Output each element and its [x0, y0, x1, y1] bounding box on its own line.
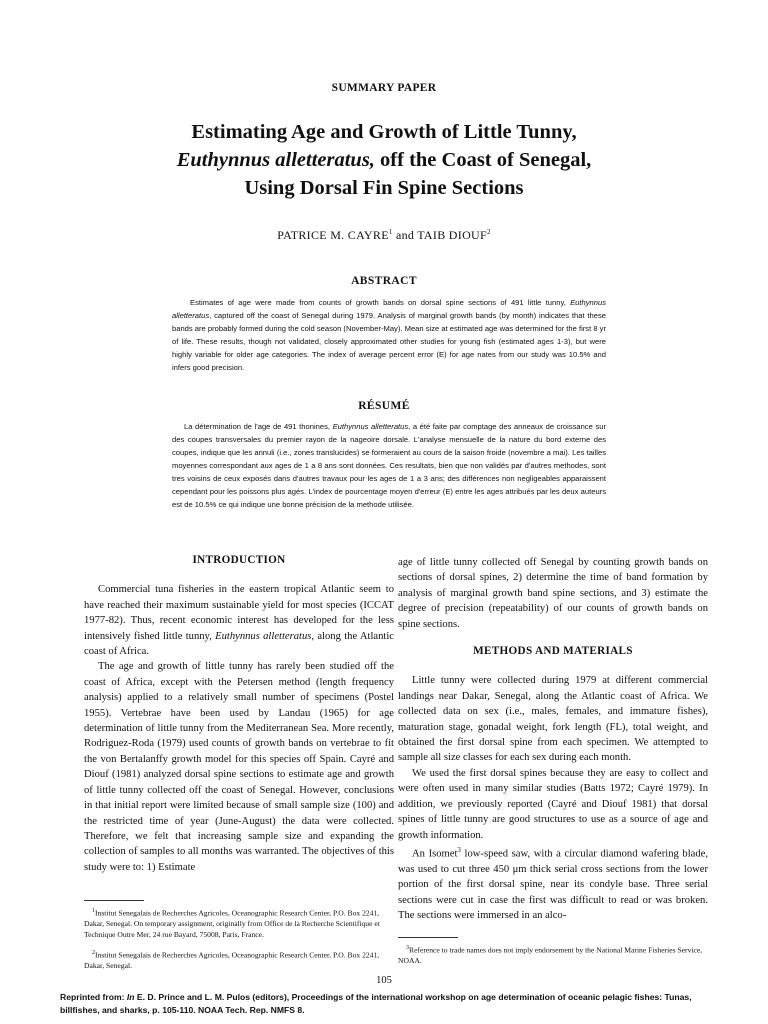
footnote-1: $^1$Institut Senegalais de Recherches Agricoles, Oceanographic Research Center, P.O. Box 2241, Dakar, Senegal. On temporary assignment, originally from Office de la Recherche Scientifique et Technique Outre Mer, 24 rue Bayard, 75008, Paris, France.	[84, 908, 380, 939]
paper-title	[90, 118, 678, 202]
page-number: 105	[376, 975, 392, 986]
footnote-rule-left	[84, 900, 144, 901]
author-2-footnote-mark: 2	[486, 228, 491, 236]
methods-heading: METHODS AND MATERIALS	[473, 645, 633, 658]
intro-paragraph-2: The age and growth of little tunny has rarely been studied off the coast of Africa, except with the Petersen method (length frequency analysis) applied to a relatively small number of specimens (Postel 1955). Vertebrae have been used by Landau (1965) for age determination of little tunny from the Mediterranean Sea. More recently, Rodriguez-Roda (1979) used counts of growth bands on vertebrae to fit the von Bertalanffy growth model for this species off Spain. Cayré and Diouf (1981) analyzed dorsal spine sections to estimate age and growth of little tunny collected off the coast of Senegal. However, conclusions in that initial report were limited because of small sample size (100) and the restricted time of year (June-August) the data were collected. Therefore, we felt that increasing sample size and expanding the collection of samples to all months was warranted. The objectives of this study were to: 1) Estimate	[84, 661, 394, 873]
author-1: PATRICE M. CAYRE	[277, 228, 389, 242]
resume-heading: RÉSUMÉ	[358, 400, 410, 412]
intro-paragraph-2-continued: age of little tunny collected off Senegal by counting growth bands on sections of dorsal spines, 2) determine the time of band formation by analysis of marginal growth band spine sections, and 3) estimate the degree of precision (repeatability) of our counts of growth bands on spine sections.	[398, 557, 708, 630]
author-2: TAIB DIOUF	[417, 228, 487, 242]
abstract-heading: ABSTRACT	[351, 275, 417, 287]
title-species: Euthynnus alletteratus,	[176, 149, 375, 171]
intro-paragraph-1: Commercial tuna fisheries in the eastern tropical Atlantic seem to have reached their maximum sustainable yield for most species (ICCAT 1977-82). Thus, recent economic interest has developed for the less intensively fished little tunny, Euthynnus alletteratus, along the Atlantic coast of Africa.	[84, 584, 394, 658]
title-line-3: Using Dorsal Fin Spine Sections	[244, 177, 524, 199]
footnote-3: $^3$Reference to trade names does not imply endorsement by the National Marine Fisheries Service, NOAA.	[398, 945, 703, 966]
methods-paragraph-2: We used the first dorsal spines because they are easy to collect and were often used in many similar studies (Batts 1972; Cayré 1979). In addition, we previously reported (Cayré and Diouf 1981) that dorsal spines of little tunny are good structures to use as a source of age and growth information.	[398, 767, 708, 841]
title-line-1: Estimating Age and Growth of Little Tunny,	[191, 121, 577, 143]
abstract-text: Estimates of age were made from counts of growth bands on dorsal spine sections of 491 little tunny, Euthynnus alletteratus, captured off the coast of Senegal during 1979. Analysis of marginal growth bands (by month) indicates that these bands are probably formed during the cold season (November-May). Mean size at estimated age was determined for the first 8 yr of life. These results, though not validated, closely approximated other studies for young fish (estimated ages 1-3), but were highly variable for older age categories. The index of average percent error (E) for age nates from our study was 10.5% and infers good precision.	[172, 298, 606, 372]
footnote-2: $^2$Institut Senegalais de Recherches Agricoles, Oceanographic Research Center, P.O. Box 2241, Dakar, Senegal.	[84, 950, 380, 971]
right-column	[398, 555, 708, 923]
resume-text: La détermination de l'age de 491 thonines, Euthynnus alletteratus, a été faite par comptage des anneaux de croissance sur des coupes transversales du premier rayon de la nageoire dorsale. L'analyse mensuelle de la nature du bord externe des coupes, indique que les annuli (i.e., zones translucides) se formeraient au cours de la saison froide (novembre a mai). Les tailles moyennes correspondant aux ages de 1 a 8 ans sont données. Ces resultats, bien que non validés par d'autres methodes, sont tres voisins de ceux exposés dans d'autres travaux pour les ages de 1 a 3 ans; des différences non negligeables apparaissent cependant pour les poissons plus agés. L'index de pourcentage moyen d'erreur (E) entre les ages attribués par les deux auteurs est de 10.5% ce qui indique une bonne précision de la methode utilisée.	[172, 422, 607, 509]
footnote-rule-right	[398, 937, 458, 938]
paper-type-label: SUMMARY PAPER	[331, 82, 437, 94]
introduction-heading: INTRODUCTION	[192, 554, 286, 566]
title-line-2: Euthynnus alletteratus, off the Coast of Senegal,	[176, 149, 592, 171]
methods-paragraph-3: An Isomet$^3$ low-speed saw, with a circular diamond wafering blade, was used to cut three 450 μm thick serial cross sections from the lower portion of the first dorsal spine, near its condyle base. Three serial sections were cut in case the first was difficult to read or was broken. The sections were immersed in an alco-	[398, 845, 708, 922]
left-column	[84, 553, 394, 875]
reprint-citation: Reprinted from: In E. D. Prince and L. M. Pulos (editors), Proceedings of the international workshop on age determination of oceanic pelagic fishes: Tunas, billfishes, and sharks, p. 105-110. NOAA Tech. Rep. NMFS 8.	[60, 992, 692, 1015]
author-line: PATRICE M. CAYRE$^1$ and TAIB DIOUF$^2$	[277, 228, 491, 242]
methods-paragraph-1: Little tunny were collected during 1979 at different commercial landings near Dakar, Senegal, along the Atlantic coast of Africa. We collected data on sex (i.e., males, females, and immature fishes), maturation stage, gonadal weight, fork length (FL), total weight, and obtained the first dorsal spine from each specimen. We attempted to sample all size classes for each sex during each month.	[398, 675, 708, 764]
author-1-footnote-mark: 1	[388, 228, 393, 236]
